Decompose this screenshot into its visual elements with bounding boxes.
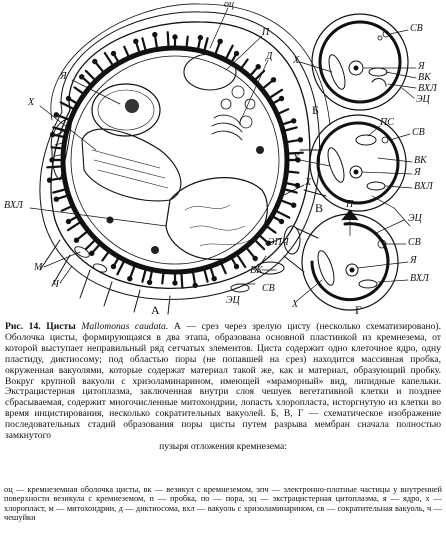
- label-b-sv: СВ: [410, 23, 423, 34]
- label-g-sv: СВ: [408, 237, 421, 248]
- label-b-x: Х: [293, 55, 300, 66]
- label-sv: СВ: [262, 283, 275, 294]
- panel-label-b: Б: [312, 103, 319, 117]
- caption-genus: Mallomonas caudata.: [81, 321, 169, 332]
- label-ec: ЭЦ: [226, 295, 240, 306]
- label-epch: ЭПЧ: [268, 237, 289, 248]
- label-v-vkl: ВХЛ: [414, 181, 433, 192]
- caption-lead: Рис. 14. Цисты: [5, 321, 76, 332]
- caption-last-line: пузыря отложения кремнезема:: [159, 440, 287, 452]
- panel-label-a: А: [151, 303, 160, 317]
- label-b-vk: ВК: [418, 72, 431, 83]
- label-m: М: [34, 262, 43, 273]
- label-v-ya: Я: [414, 167, 421, 178]
- label-vkl: ВХЛ: [4, 200, 23, 211]
- label-v-x: Х: [293, 153, 300, 164]
- figure-legend: оц — кремнеземная оболочка цисты, вк — везикул с кремнеземом, эпч — электронно-плотные частицы у внутренней поверхности везикула с кремнеземом, п — пробка, по — пора, эц — экстрацистерная цитоплазма, я — ядро, х — хлоропласт, м — митохондрии, д — диктиосома, вхл — вакуоль с хризоламинарином, св — сократительная вакуоль, ч — чешуйки: [4, 485, 442, 523]
- label-g-p: П: [346, 199, 354, 210]
- label-ya: Я: [60, 71, 67, 82]
- chrysolaminarin-vacuole: [166, 178, 267, 260]
- label-v-sv: СВ: [412, 127, 425, 138]
- chloroplast: [82, 129, 181, 201]
- figure-caption: [5, 322, 441, 453]
- label-b-vkl: ВХЛ: [418, 83, 437, 94]
- panel-label-g: Г: [355, 303, 362, 317]
- label-v-pc: ПС: [380, 117, 394, 128]
- label-g-ec: ЭЦ: [408, 213, 422, 224]
- pore-plug: [184, 54, 236, 90]
- label-oc: оц: [224, 0, 234, 10]
- label-ch: Ч: [52, 279, 59, 290]
- label-x2: Х: [305, 177, 312, 188]
- panel-label-v: В: [315, 201, 324, 215]
- label-v-vk: ВК: [414, 155, 427, 166]
- label-g-x: Х: [292, 299, 299, 310]
- cyst-wall: [63, 48, 287, 272]
- caption-body: А — срез через зрелую цисту (несколько схематизировано). Оболочка цисты, формирующаяся в два этапа, образована основной пластинкой из кремнезема, от которой выступает неправильный ряд сетчатых элементов. Циста содержит одно клеточное ядро, одну пластиду, диктиосому; под областью поры (не попавшей на срез) находится массивная пробка, окруженная вакуолями, которые содержат материал такой же, как и материал, образующий пробку. Вокруг крупной вакуоли с хризоламинарином, имеющей «мраморный» вид, липидные капельки. Экстрацистерная цитоплазма, заключенная внутри слоя чешуек вегетативной клетки и позднее сбрасываемая, содержит многочисленные митохондрии, лопасть хлоропласта, исторгнутую из клетки во время инцистирования, несколько сократительных вакуолей. Б, В, Г — схематическое изображение последовательных стадий образования поры цисты путем разрыва мембран сначала полностью замкнутого: [5, 321, 441, 442]
- label-g-vkl: ВХЛ: [410, 273, 429, 284]
- label-b-ya: Я: [418, 61, 425, 72]
- nucleus: [92, 84, 160, 136]
- label-b-ec: ЭЦ: [416, 94, 430, 105]
- label-p: П: [262, 27, 270, 38]
- dictyosome: [212, 115, 242, 140]
- label-d: Д: [266, 51, 273, 62]
- label-x: Х: [28, 97, 35, 108]
- label-g-ya: Я: [410, 255, 417, 266]
- label-vk: ВК: [250, 265, 263, 276]
